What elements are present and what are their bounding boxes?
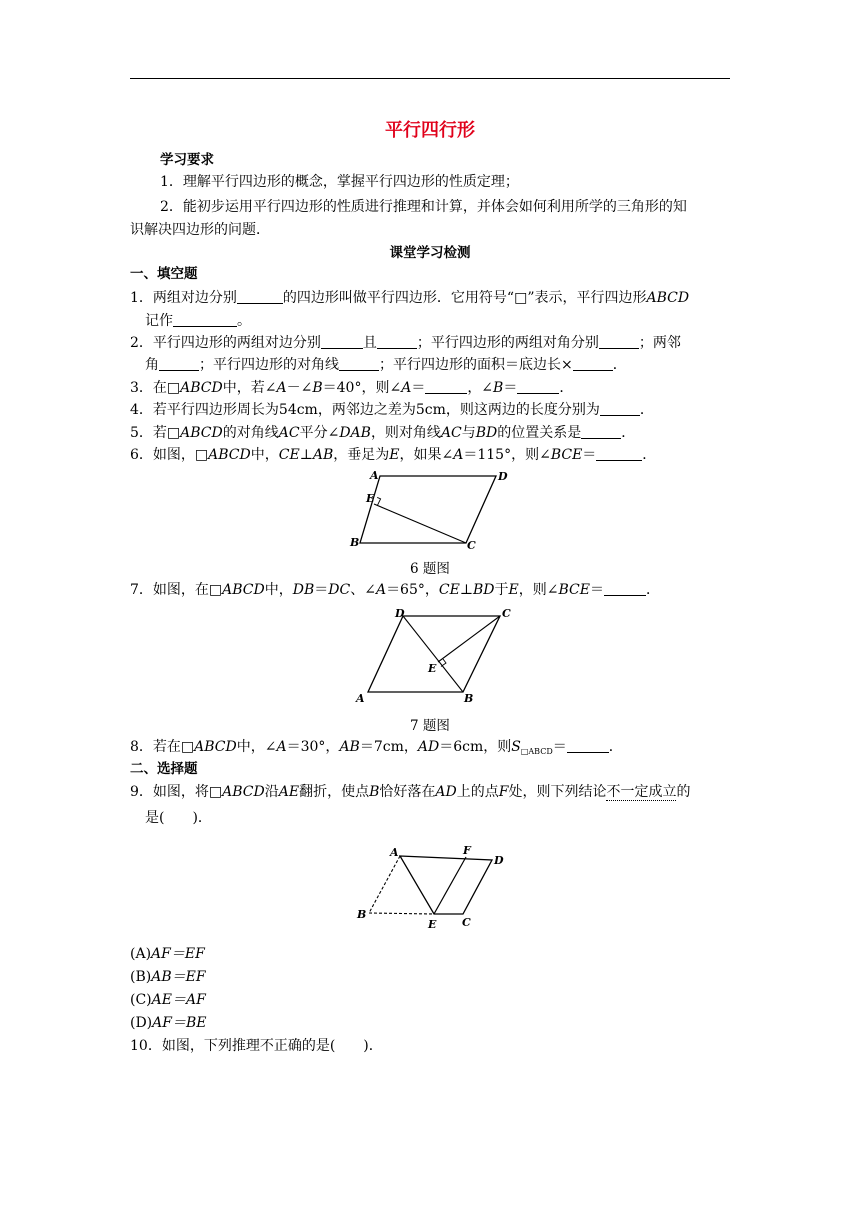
right-angle-mark — [377, 497, 380, 505]
question-3: 3．在□ABCD中，若∠A－∠B＝40°，则∠A＝ ，∠B＝ ． — [130, 380, 574, 396]
answer-blank[interactable] — [321, 334, 363, 349]
label-e: E — [428, 662, 437, 675]
parallelogram-abcd — [360, 476, 496, 543]
label-c: C — [467, 539, 476, 552]
requirement-1: 1．理解平行四边形的概念，掌握平行四边形的性质定理； — [160, 174, 519, 190]
answer-blank[interactable] — [596, 446, 642, 461]
requirement-2a: 2．能初步运用平行四边形的性质进行推理和计算，并体会如何利用所学的三角形的知 — [160, 199, 687, 215]
question-7: 7．如图，在□ABCD中，DB＝DC、∠A＝65°，CE⊥BD于E，则∠BCE＝ ． — [130, 582, 660, 598]
segment-ef — [434, 857, 466, 914]
label-d: D — [395, 607, 405, 620]
figure-6-caption: 6 题图 — [410, 561, 450, 577]
label-b: B — [357, 908, 367, 921]
question-1-line2: 记作 。 — [145, 313, 251, 329]
answer-blank[interactable] — [581, 424, 621, 439]
requirement-2b: 识解决四边形的问题． — [130, 222, 270, 238]
question-9: 9．如图，将□ABCD沿AE翻折，使点B恰好落在AD上的点F处，则下列结论不一定成立的 — [130, 784, 691, 800]
answer-blank[interactable] — [237, 289, 283, 304]
section-title: 课堂学习检测 — [389, 245, 471, 261]
header-rule — [130, 78, 730, 79]
figure-6 — [340, 466, 520, 552]
answer-blank[interactable] — [159, 356, 199, 371]
requirements-heading: 学习要求 — [160, 152, 214, 168]
label-a: A — [390, 846, 399, 859]
question-8: 8．若在□ABCD中，∠A＝30°，AB＝7cm，AD＝6cm，则$S_{□ABCD}=$ ． — [130, 739, 623, 756]
label-b: B — [350, 536, 360, 549]
label-f: F — [463, 844, 471, 857]
question-2-line2: 角 ；平行四边形的对角线 ；平行四边形的面积＝底边长× ． — [145, 357, 627, 373]
option-b[interactable]: (B)AB＝EF — [130, 969, 206, 985]
segment-be-dashed — [369, 913, 434, 914]
answer-blank[interactable] — [573, 356, 613, 371]
label-e: E — [428, 918, 437, 931]
page-title: 平行四行形 — [385, 120, 475, 141]
segment-ce — [438, 616, 500, 662]
label-d: D — [498, 470, 508, 483]
option-d[interactable]: (D)AF＝BE — [130, 1015, 207, 1031]
label-c: C — [462, 916, 471, 929]
answer-blank[interactable] — [377, 334, 417, 349]
figure-9 — [352, 840, 512, 936]
answer-blank[interactable] — [517, 379, 559, 394]
label-e: E — [366, 492, 375, 505]
segment-ab-dashed — [369, 856, 400, 913]
question-1: 1．两组对边分别 的四边形叫做平行四边形．它用符号“□”表示，平行四边形ABCD — [130, 290, 690, 306]
figure-7 — [348, 604, 518, 708]
label-a: A — [356, 692, 365, 705]
option-c[interactable]: (C)AE＝AF — [130, 992, 206, 1008]
label-c: C — [502, 607, 511, 620]
figure-outline — [400, 856, 492, 914]
label-b: B — [464, 692, 474, 705]
answer-blank[interactable] — [604, 581, 646, 596]
answer-blank[interactable] — [339, 356, 379, 371]
question-2: 2．平行四边形的两组对边分别 且 ；平行四边形的两组对角分别 ；两邻 — [130, 335, 681, 351]
diagonal-db — [403, 616, 463, 692]
label-d: D — [494, 854, 504, 867]
parallelogram-abcd — [368, 616, 500, 692]
answer-blank[interactable] — [599, 334, 639, 349]
segment-ce — [374, 504, 466, 543]
figure-7-caption: 7 题图 — [410, 718, 450, 734]
answer-blank[interactable] — [600, 401, 640, 416]
question-5: 5．若□ABCD的对角线AC平分∠DAB，则对角线AC与BD的位置关系是 ． — [130, 425, 636, 441]
label-a: A — [370, 469, 379, 482]
answer-blank[interactable] — [567, 738, 609, 753]
answer-blank[interactable] — [425, 379, 467, 394]
answer-blank[interactable] — [173, 312, 237, 327]
part2-heading: 二、选择题 — [130, 761, 198, 777]
question-10: 10．如图，下列推理不正确的是( )． — [130, 1038, 383, 1054]
part1-heading: 一、填空题 — [130, 266, 198, 282]
question-9-line2: 是( )． — [145, 810, 212, 826]
question-6: 6．如图，□ABCD中，CE⊥AB，垂足为E，如果∠A＝115°，则∠BCE＝ ． — [130, 447, 657, 463]
question-4: 4．若平行四边形周长为54cm，两邻边之差为5cm，则这两边的长度分别为 ． — [130, 402, 654, 418]
option-a[interactable]: (A)AF＝EF — [130, 946, 205, 962]
